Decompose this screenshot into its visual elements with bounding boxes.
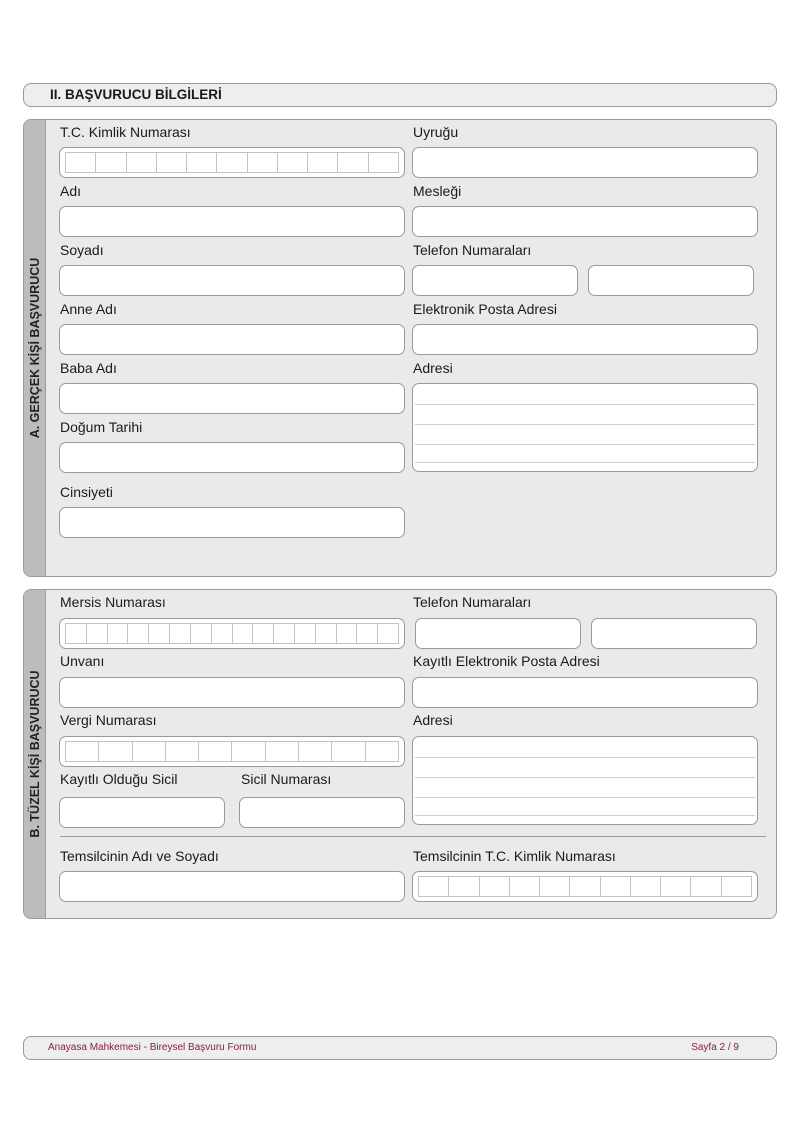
mother-name-label: Anne Adı: [60, 301, 117, 317]
email-label: Elektronik Posta Adresi: [413, 301, 557, 317]
registry-field[interactable]: [59, 797, 225, 828]
footer-form-name: Anayasa Mahkemesi - Bireysel Başvuru Formu: [48, 1042, 257, 1053]
legal-address-lines: [413, 737, 757, 824]
phone-field-1[interactable]: [412, 265, 578, 296]
title-field[interactable]: [59, 677, 405, 708]
mersis-cells: [65, 623, 399, 644]
panel-a-title: A. GERÇEK KİŞİ BAŞVURUCU: [28, 257, 42, 439]
occupation-label: Mesleği: [413, 183, 462, 199]
name-label: Adı: [60, 183, 82, 199]
panel-a-side-strip: [24, 120, 46, 576]
page-footer: [23, 1036, 777, 1060]
occupation-field[interactable]: [412, 206, 758, 237]
tax-number-label: Vergi Numarası: [60, 712, 157, 728]
panel-b-title: B. TÜZEL KİŞİ BAŞVURUCU: [28, 670, 42, 838]
legal-phone-field-2[interactable]: [591, 618, 757, 649]
registry-label: Kayıtlı Olduğu Sicil: [60, 771, 178, 787]
address-label: Adresi: [413, 360, 453, 376]
legal-phone-field-1[interactable]: [415, 618, 581, 649]
representative-name-field[interactable]: [59, 871, 405, 902]
representative-tc-cells: [418, 876, 752, 897]
nationality-field[interactable]: [412, 147, 758, 178]
address-field[interactable]: [412, 383, 758, 472]
birthdate-field[interactable]: [59, 442, 405, 473]
tax-number-field[interactable]: [59, 736, 405, 767]
father-name-field[interactable]: [59, 383, 405, 414]
kep-field[interactable]: [412, 677, 758, 708]
legal-phones-label: Telefon Numaraları: [413, 594, 532, 610]
footer-page-number: Sayfa 2 / 9: [691, 1042, 739, 1053]
tc-number-cells: [65, 152, 399, 173]
registry-number-label: Sicil Numarası: [241, 771, 332, 787]
surname-label: Soyadı: [60, 242, 104, 258]
mersis-field[interactable]: [59, 618, 405, 649]
surname-field[interactable]: [59, 265, 405, 296]
father-name-label: Baba Adı: [60, 360, 117, 376]
email-field[interactable]: [412, 324, 758, 355]
birthdate-label: Doğum Tarihi: [60, 419, 143, 435]
gender-label: Cinsiyeti: [60, 484, 113, 500]
registry-number-field[interactable]: [239, 797, 405, 828]
tc-number-label: T.C. Kimlik Numarası: [60, 124, 191, 140]
legal-address-label: Adresi: [413, 712, 453, 728]
legal-address-field[interactable]: [412, 736, 758, 825]
representative-tc-field[interactable]: [412, 871, 758, 902]
phone-field-2[interactable]: [588, 265, 754, 296]
representative-name-label: Temsilcinin Adı ve Soyadı: [60, 848, 219, 864]
phones-label: Telefon Numaraları: [413, 242, 532, 258]
title-label: Unvanı: [60, 653, 105, 669]
panel-b-side-strip: [24, 590, 46, 918]
tax-number-cells: [65, 741, 399, 762]
address-lines: [413, 384, 757, 471]
section-title: II. BAŞVURUCU BİLGİLERİ: [23, 83, 777, 107]
representative-tc-label: Temsilcinin T.C. Kimlik Numarası: [413, 848, 616, 864]
mother-name-field[interactable]: [59, 324, 405, 355]
nationality-label: Uyruğu: [413, 124, 459, 140]
gender-field[interactable]: [59, 507, 405, 538]
name-field[interactable]: [59, 206, 405, 237]
tc-number-field[interactable]: [59, 147, 405, 178]
mersis-label: Mersis Numarası: [60, 594, 166, 610]
panel-b-divider: [60, 836, 766, 837]
panel-natural-person: [23, 119, 777, 577]
panel-legal-entity: [23, 589, 777, 919]
kep-label: Kayıtlı Elektronik Posta Adresi: [413, 653, 600, 669]
